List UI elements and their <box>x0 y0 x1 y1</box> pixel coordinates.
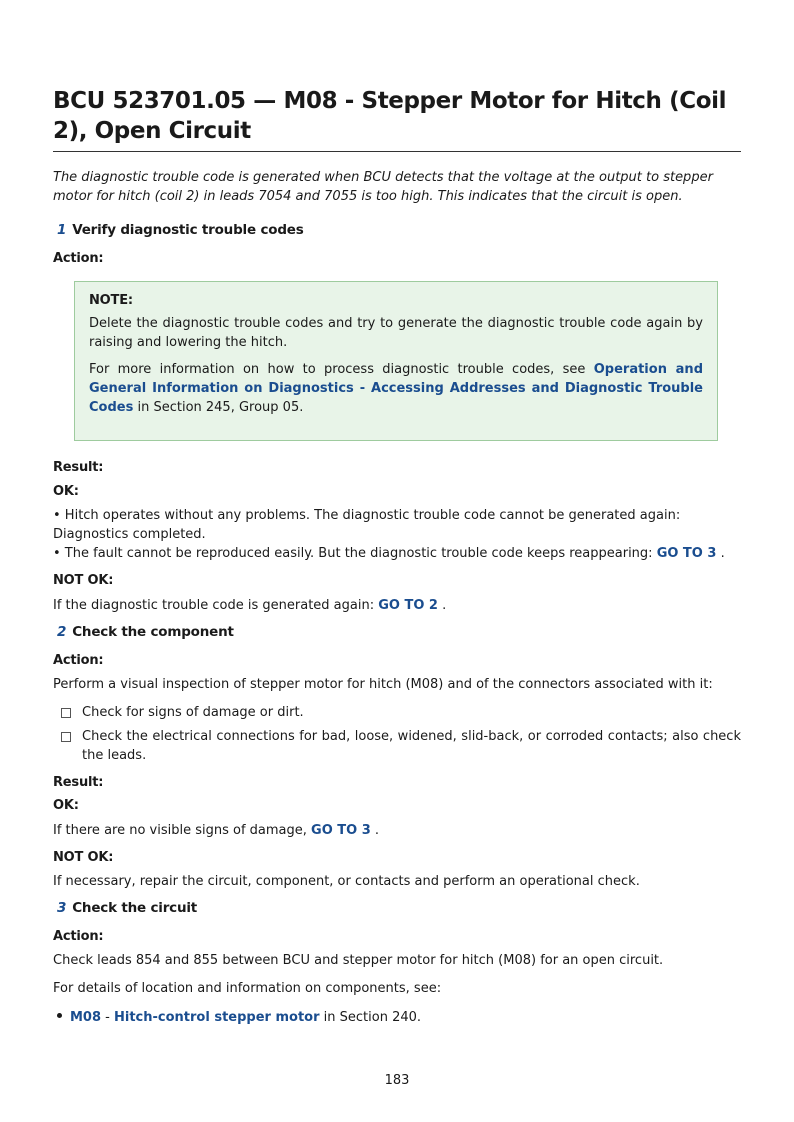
step-2-ok-label: OK: <box>53 798 79 813</box>
step-1-ok-line-2: • The fault cannot be reproduced easily. But the diagnostic trouble code keeps reappearing: GO TO 3 . <box>53 546 725 561</box>
step-3-details-text: For details of location and information on components, see: <box>53 981 442 996</box>
step-1-notok-label: NOT OK: <box>53 573 114 588</box>
note-text-2: For more information on how to process diagnostic trouble codes, see Operation and General Information on Diagnostics - Accessing Addresses and Diagnostic Trouble Codes in Section 245, Group 05. <box>89 362 703 415</box>
hitch-control-stepper-motor-link[interactable]: Hitch-control stepper motor <box>114 1010 320 1025</box>
step-2-title: Check the component <box>72 624 234 640</box>
step-2-ok-text: If there are no visible signs of damage, GO TO 3 . <box>53 823 380 838</box>
checkbox-icon <box>61 708 71 718</box>
step-3-action-label: Action: <box>53 929 104 944</box>
m08-link[interactable]: M08 <box>70 1010 102 1025</box>
step-1-heading <box>53 222 741 238</box>
step-3-action-text: Check leads 854 and 855 between BCU and stepper motor for hitch (M08) for an open circuit. <box>53 953 664 968</box>
step-1-ok-label: OK: <box>53 484 79 499</box>
step-1-result-label: Result: <box>53 460 104 475</box>
page-title: BCU 523701.05 — M08 - Stepper Motor for Hitch (Coil 2), Open Circuit <box>53 86 741 152</box>
intro-paragraph: The diagnostic trouble code is generated when BCU detects that the voltage at the output to stepper motor for hitch (coil 2) in leads 7054 and 7055 is too high. This indicates that the circuit is open. <box>53 170 713 204</box>
operation-general-info-link[interactable]: Operation and General Information on Diagnostics - Accessing Addresses and Diagnostic Trouble Codes <box>89 362 703 415</box>
step-3-heading <box>53 900 741 916</box>
step-2-number: 2 <box>57 624 67 640</box>
reference-list-item: M08 - Hitch-control stepper motor in Section 240. <box>57 1008 421 1027</box>
note-text-1: Delete the diagnostic trouble codes and try to generate the diagnostic trouble code again by raising and lowering the hitch. <box>89 316 703 350</box>
step-1-number: 1 <box>57 222 67 238</box>
step-2-heading <box>53 624 741 640</box>
note-box <box>74 281 718 441</box>
step-2-notok-text: If necessary, repair the circuit, component, or contacts and perform an operational check. <box>53 874 640 889</box>
step-2-result-label: Result: <box>53 775 104 790</box>
step-2-action-label: Action: <box>53 653 104 668</box>
note-label: NOTE: <box>89 293 133 308</box>
step-1-title: Verify diagnostic trouble codes <box>72 222 304 238</box>
go-to-3-link[interactable]: GO TO 3 <box>656 546 717 561</box>
checkbox-icon <box>61 732 71 742</box>
page-number: 183 <box>384 1073 410 1088</box>
step-2-action-text: Perform a visual inspection of stepper motor for hitch (M08) and of the connectors associated with it: <box>53 677 713 692</box>
step-3-number: 3 <box>57 900 67 916</box>
go-to-2-link[interactable]: GO TO 2 <box>378 598 438 613</box>
step-1-ok-line-1: • Hitch operates without any problems. The diagnostic trouble code cannot be generated again: Diagnostics completed. <box>53 508 681 542</box>
checklist-item: Check the electrical connections for bad, loose, widened, slid-back, or corroded contacts; also check the leads. <box>61 727 741 765</box>
step-2-notok-label: NOT OK: <box>53 850 114 865</box>
checklist-item: Check for signs of damage or dirt. <box>61 703 741 722</box>
step-1-notok-text: If the diagnostic trouble code is generated again: GO TO 2 . <box>53 598 447 613</box>
step-3-title: Check the circuit <box>72 900 198 916</box>
bullet-icon <box>57 1013 62 1018</box>
step-1-action-label: Action: <box>53 251 104 266</box>
go-to-3-link[interactable]: GO TO 3 <box>311 823 371 838</box>
